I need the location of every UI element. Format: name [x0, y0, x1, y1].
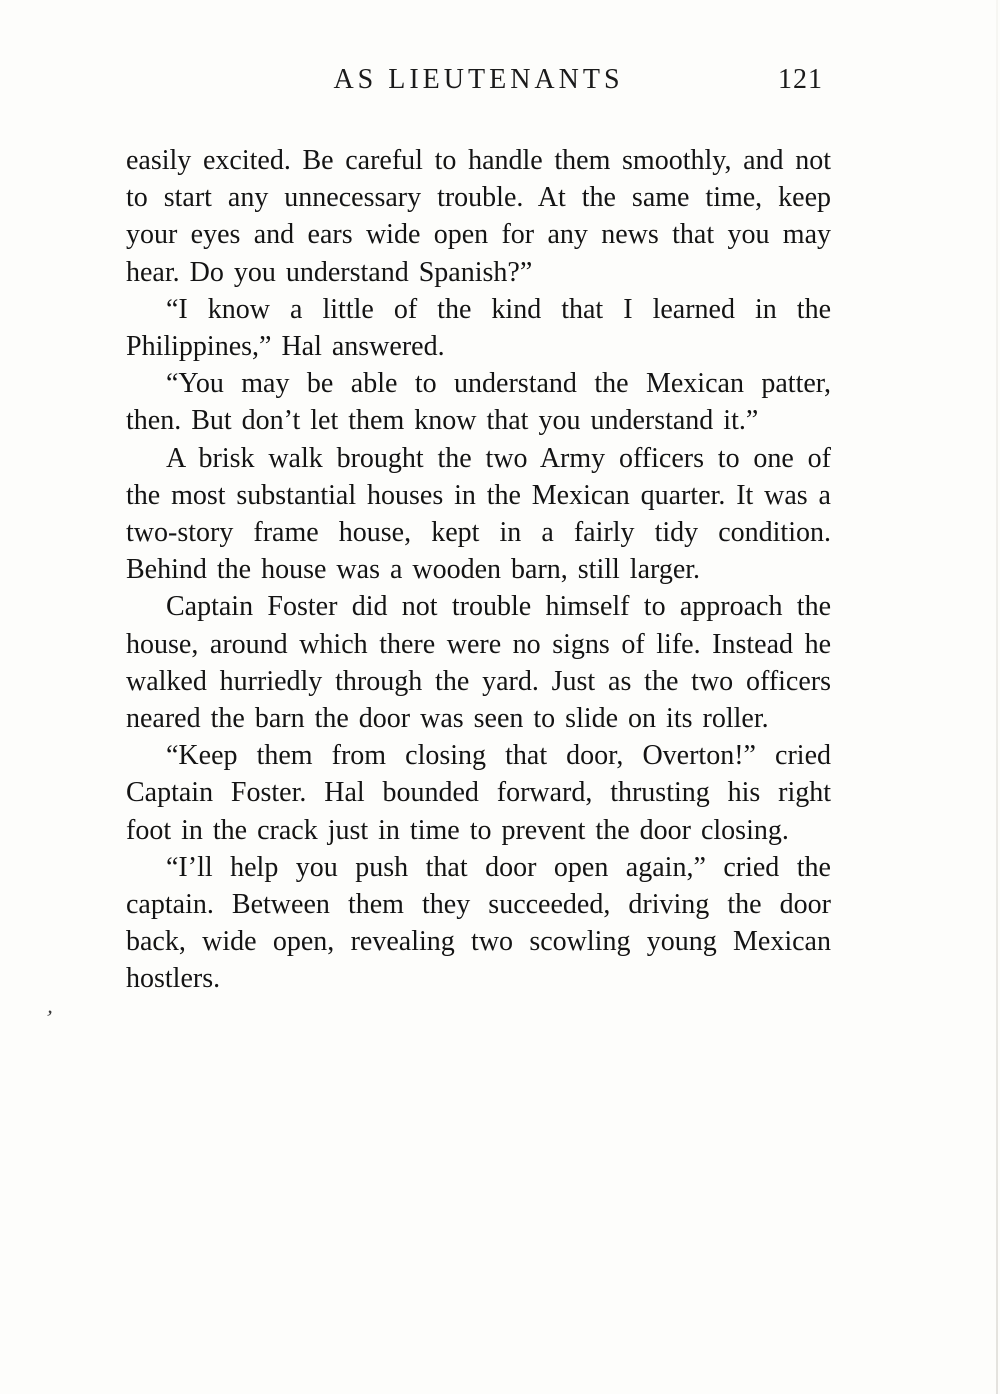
paragraph-6: “Keep them from closing that door, Overton!” cried Captain Foster. Hal bounded forward, thrusting his right foot in the crack just in time to prevent the door closing. — [126, 740, 831, 846]
paragraph-4: A brisk walk brought the two Army officers to one of the most substantial houses in the Mexican quarter. It was a two-story frame house, kept in a fairly tidy condition. Behind the house was a wooden barn, still larger. — [126, 442, 831, 586]
paragraph-3: “You may be able to understand the Mexican patter, then. But don’t let them know that you understand it.” — [126, 368, 831, 437]
scan-artifact-mark: ’ — [42, 1004, 55, 1031]
paragraph-2: “I know a little of the kind that I learned in the Philippines,” Hal answered. — [126, 293, 831, 363]
page-header — [126, 0, 831, 104]
paragraph-1: easily excited. Be careful to handle them smoothly, and not to start any unnecessary trouble. At the same time, keep your eyes and ears wide open for any news that you may hear. Do you understand Spanish?” — [126, 145, 831, 288]
paragraph-7: “I’ll help you push that door open again,” cried the captain. Between them they succeeded, driving the door back, wide open, revealing two scowling young Mexican hostlers. — [126, 851, 831, 995]
paragraph-5: Captain Foster did not trouble himself to approach the house, around which there were no signs of life. Instead he walked hurriedly through the yard. Just as the two officers neared the barn the door was seen to slide on its roller. — [126, 591, 831, 735]
page-number: 121 — [778, 64, 823, 95]
running-title: AS LIEUTENANTS — [333, 64, 624, 95]
page-body — [126, 142, 831, 998]
page-edge-shadow — [996, 0, 998, 1394]
